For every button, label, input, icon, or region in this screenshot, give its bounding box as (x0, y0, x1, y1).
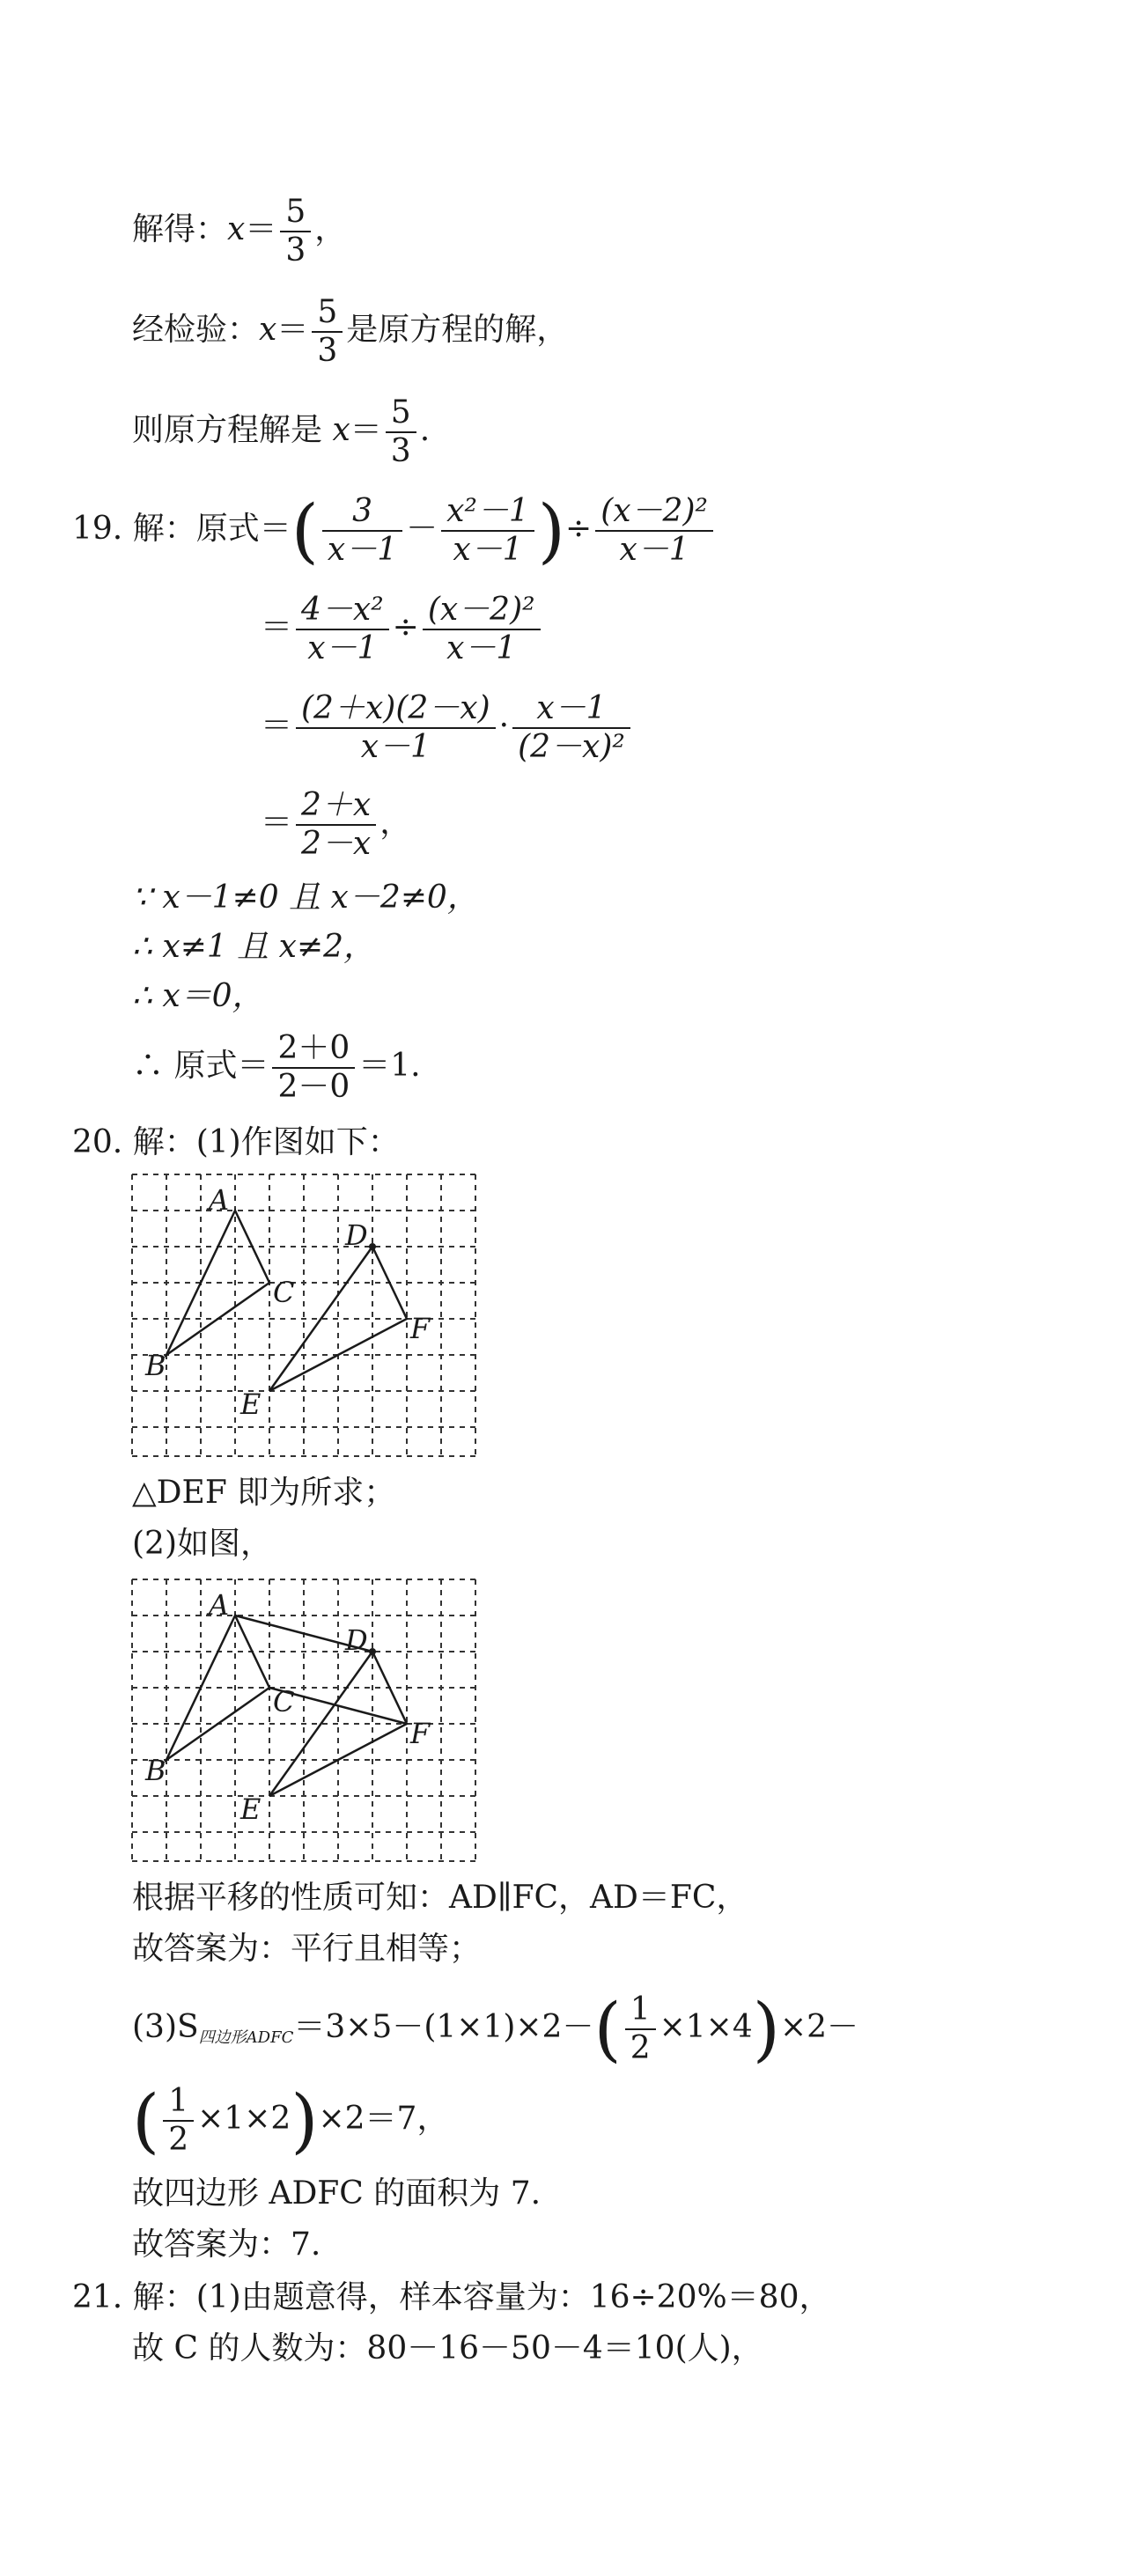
fraction-numerator: x－1 (536, 690, 607, 726)
fraction-denominator: x－1 (595, 530, 713, 569)
q18-solved-line: 解得：x＝ $\frac{5}{3}$ ， (132, 194, 347, 269)
fraction (441, 493, 534, 569)
label-b: B (145, 1754, 166, 1787)
label-a: A (209, 1183, 230, 1217)
fraction (296, 690, 496, 766)
part3-prefix: (3)S (132, 2009, 199, 2045)
label-e: E (240, 1792, 262, 1826)
result-tail: ＝1. (358, 1048, 421, 1084)
fraction-denominator: 3 (312, 331, 343, 370)
fraction-numerator: 4－x² (301, 592, 384, 628)
left-paren: ( (132, 2079, 160, 2161)
figure-2 (123, 1571, 493, 1870)
right-paren: ) (752, 1988, 780, 2070)
area-subscript: 四边形ADFC (198, 2028, 294, 2047)
left-paren: ( (593, 1988, 622, 2070)
q21-line2: 故 C 的人数为：80－16－50－4＝10(人)， (132, 2330, 763, 2366)
q18-answer-prefix: 则原方程解是 (132, 412, 333, 448)
q20-part2: (2)如图， (132, 1526, 272, 1562)
label-d: D (345, 1218, 368, 1252)
q20-conclusion2: 故答案为：平行且相等； (132, 1931, 482, 1967)
q20-fig1-caption: △DEF 即为所求； (132, 1475, 396, 1511)
fraction-denominator: 2－0 (272, 1067, 355, 1106)
fraction-denominator: 2 (625, 2028, 656, 2067)
fraction-numerator: 3 (352, 493, 372, 529)
q18-check-suffix: 是原方程的解， (346, 312, 569, 348)
fraction-numerator: 5 (285, 194, 306, 230)
label-e: E (240, 1387, 262, 1421)
q20-conclusion1: 根据平移的性质可知：AD∥FC，AD＝FC， (132, 1880, 748, 1916)
label-a: A (209, 1588, 230, 1622)
var-x: x (332, 412, 350, 448)
fraction (296, 592, 389, 667)
right-paren: ) (537, 489, 566, 571)
fraction (296, 787, 376, 863)
right-paren: ) (291, 2079, 319, 2161)
fraction (272, 1030, 355, 1106)
part3-line2-mid: ×1×2 (197, 2101, 291, 2137)
q18-check-prefix: 经检验： (132, 312, 260, 348)
fraction-numerator: 2＋0 (277, 1030, 350, 1066)
fraction (423, 592, 541, 667)
q19-cond1: ∵ x－1≠0 且 x－2≠0， (132, 880, 479, 916)
fraction (512, 690, 630, 766)
q20-area-conclusion: 故四边形 ADFC 的面积为 7. (132, 2175, 542, 2212)
label-f: F (410, 1717, 431, 1750)
point-d-dot (369, 1648, 376, 1655)
fraction-denominator: 2－x (296, 824, 376, 863)
label-f: F (410, 1312, 431, 1345)
fraction (280, 194, 311, 269)
part3-line2-tail: ×2＝7， (318, 2101, 449, 2137)
left-paren: ( (291, 489, 319, 571)
fraction-numerator: (x－2)² (427, 592, 535, 628)
fraction (322, 493, 402, 569)
q20-label: 20. 解：(1)作图如下： (72, 1124, 400, 1160)
fraction-denominator: x－1 (296, 629, 389, 667)
fraction-numerator: 1 (168, 2083, 189, 2119)
q19-line1 (72, 489, 717, 571)
label-d: D (345, 1623, 368, 1657)
q20-answer: 故答案为：7. (132, 2226, 321, 2263)
q19-label: 19. 解：原式＝ (72, 511, 291, 547)
q20-part3-line1 (132, 1988, 859, 2070)
q20-part3-line2 (132, 2079, 449, 2161)
fraction (312, 294, 343, 370)
var-x: x (259, 312, 277, 348)
fraction-denominator: 2 (163, 2120, 194, 2159)
fraction (625, 1991, 656, 2067)
fraction-denominator: x－1 (296, 727, 496, 766)
part3-mid: ×1×4 (659, 2009, 753, 2045)
q19-line3: ＝ $\frac{(2+x)(2-x)}{x-1}$ · $\frac{x-1}{\text{(2－x)²}}$ (261, 690, 634, 766)
fraction-denominator: 3 (386, 431, 416, 470)
figure-1 (123, 1166, 493, 1465)
result-prefix: ∴ 原式＝ (132, 1048, 269, 1084)
q18-answer-line: 则原方程解是 x＝ $\frac{5}{3}$ . (132, 394, 431, 469)
q19-line4: ＝ $\frac{2+x}{2-x}$ ， (261, 787, 412, 862)
fraction-numerator: 1 (630, 1991, 651, 2028)
part3-tail: ×2－ (779, 2009, 859, 2045)
multiply-dot: · (498, 708, 510, 744)
minus-sign: － (406, 511, 438, 547)
fraction-denominator: x－1 (441, 530, 534, 569)
fraction (595, 493, 713, 569)
point-d-dot (369, 1243, 376, 1250)
q18-check-line: 经检验：x＝ $\frac{5}{3}$ 是原方程的解， (132, 294, 569, 369)
fraction-denominator: (2－x)² (512, 727, 630, 766)
fraction-numerator: 5 (390, 394, 411, 431)
fraction-denominator: x－1 (423, 629, 541, 667)
fraction-numerator: (x－2)² (600, 493, 708, 529)
fraction-numerator: 2＋x (301, 787, 372, 823)
divide-sign: ÷ (565, 511, 593, 547)
q19-line2: ＝ $\frac{\text{4－x²}}{x-1}$ ÷ $\frac{\text{(x－2)²}}{x-1}$ (261, 592, 544, 667)
label-c: C (273, 1276, 295, 1309)
q19-cond3: ∴ x＝0， (132, 978, 264, 1014)
q18-solved-prefix: 解得： (132, 211, 228, 247)
fraction-numerator: (2＋x)(2－x) (301, 690, 490, 726)
label-b: B (145, 1349, 166, 1382)
q21-label: 21. 解：(1)由题意得，样本容量为：16÷20%＝80， (72, 2279, 831, 2315)
q19-cond2: ∴ x≠1 且 x≠2， (132, 929, 375, 965)
var-x: x (227, 211, 246, 247)
divide-sign: ÷ (392, 609, 419, 645)
fraction-denominator: x－1 (322, 530, 402, 569)
part3-equation: ＝3×5－(1×1)×2－ (293, 2009, 594, 2045)
label-c: C (273, 1685, 295, 1719)
comma: ， (379, 805, 412, 841)
fraction (386, 394, 416, 470)
fraction (163, 2083, 194, 2159)
fraction-numerator: 5 (317, 294, 338, 330)
q19-result (132, 1030, 421, 1106)
fraction-denominator: 3 (280, 231, 311, 269)
fraction-numerator: x²－1 (446, 493, 529, 529)
